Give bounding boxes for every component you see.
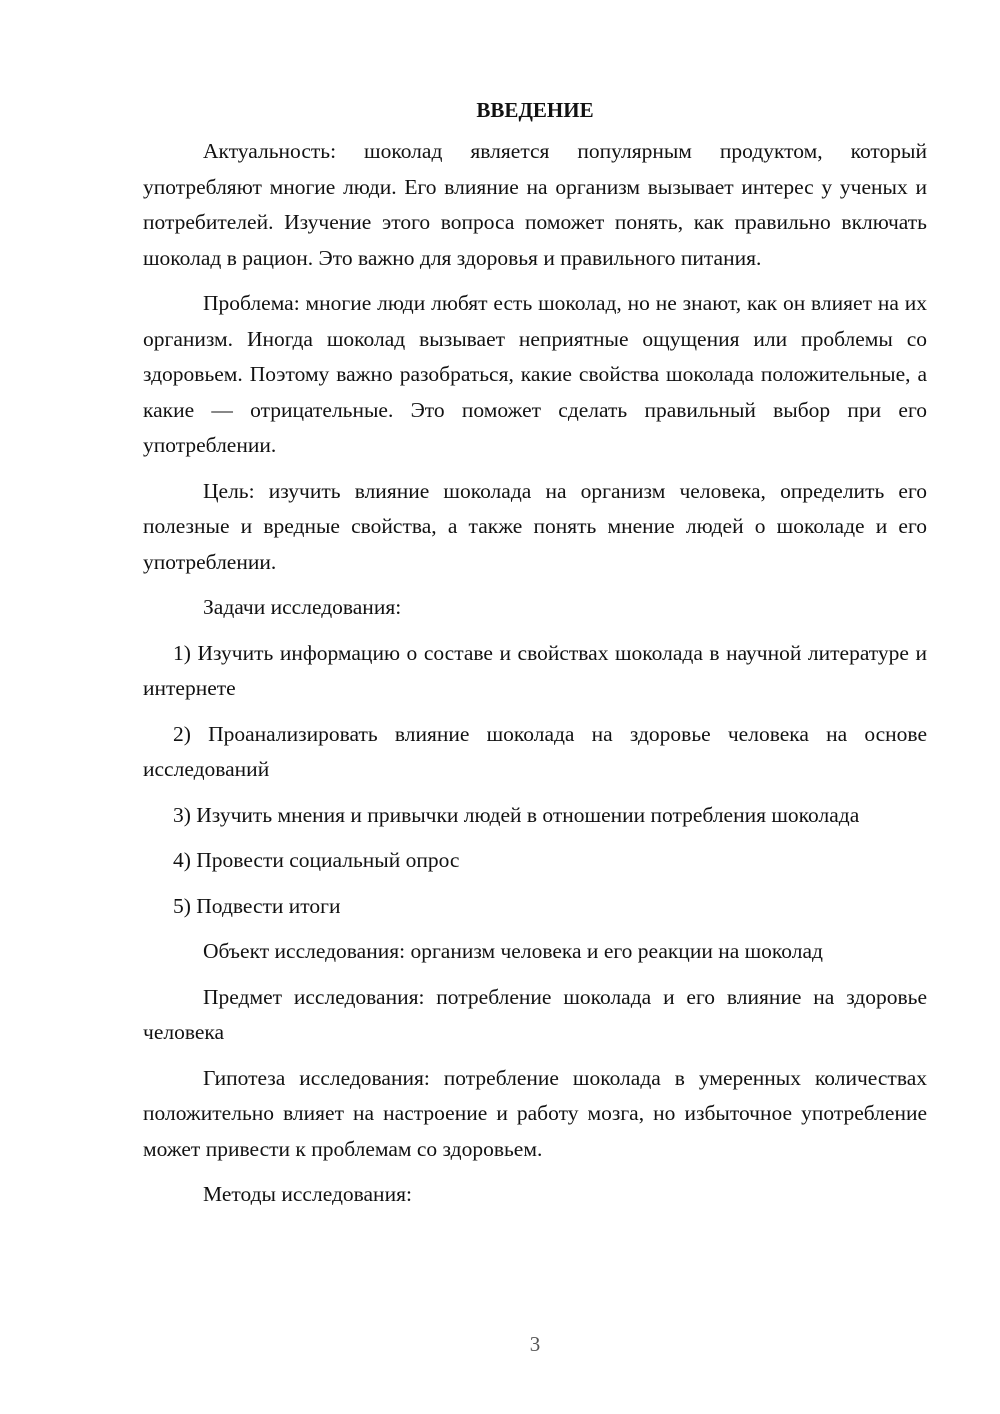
methods-paragraph: Методы исследования:: [203, 1182, 412, 1206]
task-item: 1) Изучить информацию о составе и свойствах шоколада в научной литературе и интернете: [143, 640, 927, 700]
relevance-paragraph: Актуальность: шоколад является популярным продуктом, который употребляют многие люди. Его влияние на организм вызывает интерес у ученых и потребителей. Изучение этого вопроса поможет понять, как правильно включать шоколад в рацион. Это важно для здоровья и правильного питания.: [143, 139, 927, 270]
section-heading: ВВЕДЕНИЕ: [476, 98, 594, 122]
goal-paragraph: Цель: изучить влияние шоколада на организм человека, определить его полезные и вредные свойства, а также понять мнение людей о шоколаде и его употреблении.: [143, 478, 927, 574]
tasks-heading: Задачи исследования:: [203, 595, 402, 619]
task-item: 2) Проанализировать влияние шоколада на здоровье человека на основе исследований: [143, 721, 927, 781]
page-number: 3: [529, 1332, 541, 1356]
problem-paragraph: Проблема: многие люди любят есть шоколад, но не знают, как он влияет на их организм. Иногда шоколад вызывает неприятные ощущения или проблемы со здоровьем. Поэтому важно разобраться, какие свойства шоколада положительные, а какие — отрицательные. Это поможет сделать правильный выбор при его употреблении.: [143, 291, 927, 457]
task-item: 4) Провести социальный опрос: [173, 848, 460, 872]
page-content: [143, 92, 927, 1223]
task-item: 3) Изучить мнения и привычки людей в отношении потребления шоколада: [173, 802, 860, 827]
object-paragraph: Объект исследования: организм человека и его реакции на шоколад: [203, 939, 823, 963]
task-item: 5) Подвести итоги: [173, 893, 341, 918]
subject-paragraph: Предмет исследования: потребление шоколада и его влияние на здоровье человека: [143, 984, 927, 1044]
hypothesis-paragraph: Гипотеза исследования: потребление шоколада в умеренных количествах положительно влияет на настроение и работу мозга, но избыточное употребление может привести к проблемам со здоровьем.: [143, 1065, 927, 1161]
